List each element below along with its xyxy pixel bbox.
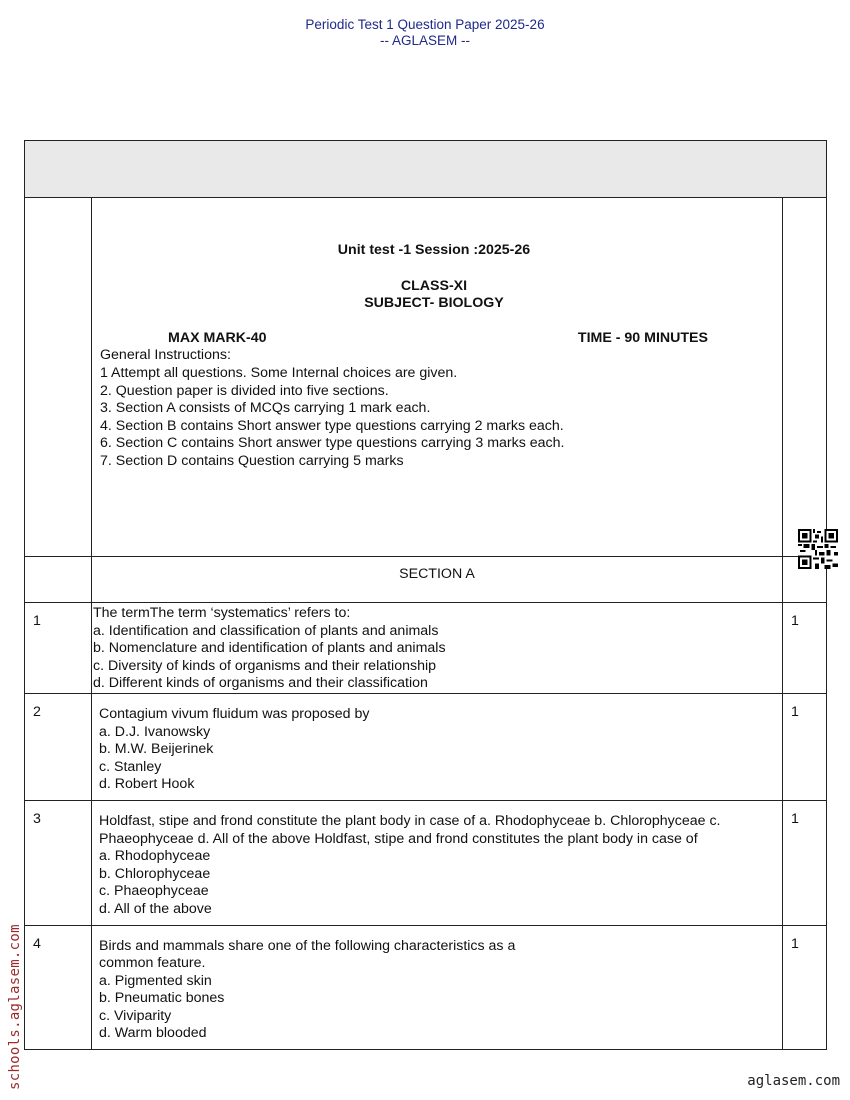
question-row-3 [25,800,827,925]
question-text: The termThe term ‘systematics’ refers to: [93,605,351,621]
question-marks: 1 [782,800,826,925]
marks-time-line [100,330,708,348]
option-b: b. Chlorophyceae [99,865,211,882]
option-c: c. Viviparity [99,1007,172,1024]
instruction-1: 1 Attempt all questions. Some Internal choices are given. [100,364,458,381]
header-band-row [25,141,827,198]
question-paper-table [24,140,827,1050]
question-body [92,603,783,694]
max-mark: MAX MARK-40 [168,329,267,346]
option-c: c. Stanley [99,758,162,775]
question-number: 2 [25,693,92,800]
subject-label: SUBJECT- BIOLOGY [364,295,504,312]
option-b: b. Nomenclature and identification of plants and animals [93,640,446,657]
question-marks: 1 [782,693,826,800]
question-text-cont: common feature. [99,955,206,972]
paper-title: Unit test -1 Session :2025-26 [337,242,531,258]
option-d: d. Different kinds of organisms and their classification [93,675,428,692]
paper-info-row [25,198,827,557]
question-marks: 1 [782,603,826,694]
header-brand: -- AGLASEM -- [379,33,470,48]
question-body [92,800,783,925]
option-d: d. Warm blooded [99,1025,207,1042]
option-c: c. Diversity of kinds of organisms and their relationship [93,657,437,674]
question-row-2 [25,693,827,800]
instructions-heading: General Instructions: [100,347,231,364]
question-number: 1 [25,603,92,694]
option-d: d. All of the above [99,900,212,917]
section-a-heading: SECTION A [92,557,783,603]
page-header [0,17,850,49]
section-a-row [25,557,827,603]
question-text: Contagium vivum fluidum was proposed by [99,705,370,722]
instruction-6: 7. Section D contains Question carrying 5 marks [100,452,404,469]
option-c: c. Phaeophyceae [99,883,209,900]
option-a: a. Pigmented skin [99,972,212,989]
option-b: b. Pneumatic bones [99,990,225,1007]
question-body [92,693,783,800]
instruction-5: 6. Section C contains Short answer type questions carrying 3 marks each. [100,435,565,452]
question-number: 3 [25,800,92,925]
time-limit: TIME - 90 MINUTES [577,329,708,346]
question-text: Holdfast, stipe and frond constitute the plant body in case of a. Rhodophyceae b. Chlorophyceae c. Phaeophyceae d. All of the above Holdfast, stipe and frond constitutes the plant body in case of [99,812,721,847]
header-title: Periodic Test 1 Question Paper 2025-26 [305,17,545,32]
footer-brand: aglasem.com [747,1073,840,1089]
question-text: Birds and mammals share one of the following characteristics as a [99,937,516,954]
question-number: 4 [25,925,92,1050]
option-a: a. D.J. Ivanowsky [99,723,211,740]
class-label: CLASS-XI [400,277,468,294]
option-a: a. Rhodophyceae [99,848,211,865]
instruction-2: 2. Question paper is divided into five sections. [100,382,389,399]
instruction-3: 3. Section A consists of MCQs carrying 1 mark each. [100,400,431,417]
qr-code-icon [798,529,838,569]
question-body [92,925,783,1050]
instruction-4: 4. Section B contains Short answer type questions carrying 2 marks each. [100,417,564,434]
vertical-watermark: schools.aglasem.com [7,924,23,1090]
question-marks: 1 [782,925,826,1050]
option-b: b. M.W. Beijerinek [99,741,214,758]
question-row-4 [25,925,827,1050]
question-row-1 [25,603,827,694]
option-d: d. Robert Hook [99,776,195,793]
option-a: a. Identification and classification of plants and animals [93,622,439,639]
paper-info-cell [92,198,783,557]
